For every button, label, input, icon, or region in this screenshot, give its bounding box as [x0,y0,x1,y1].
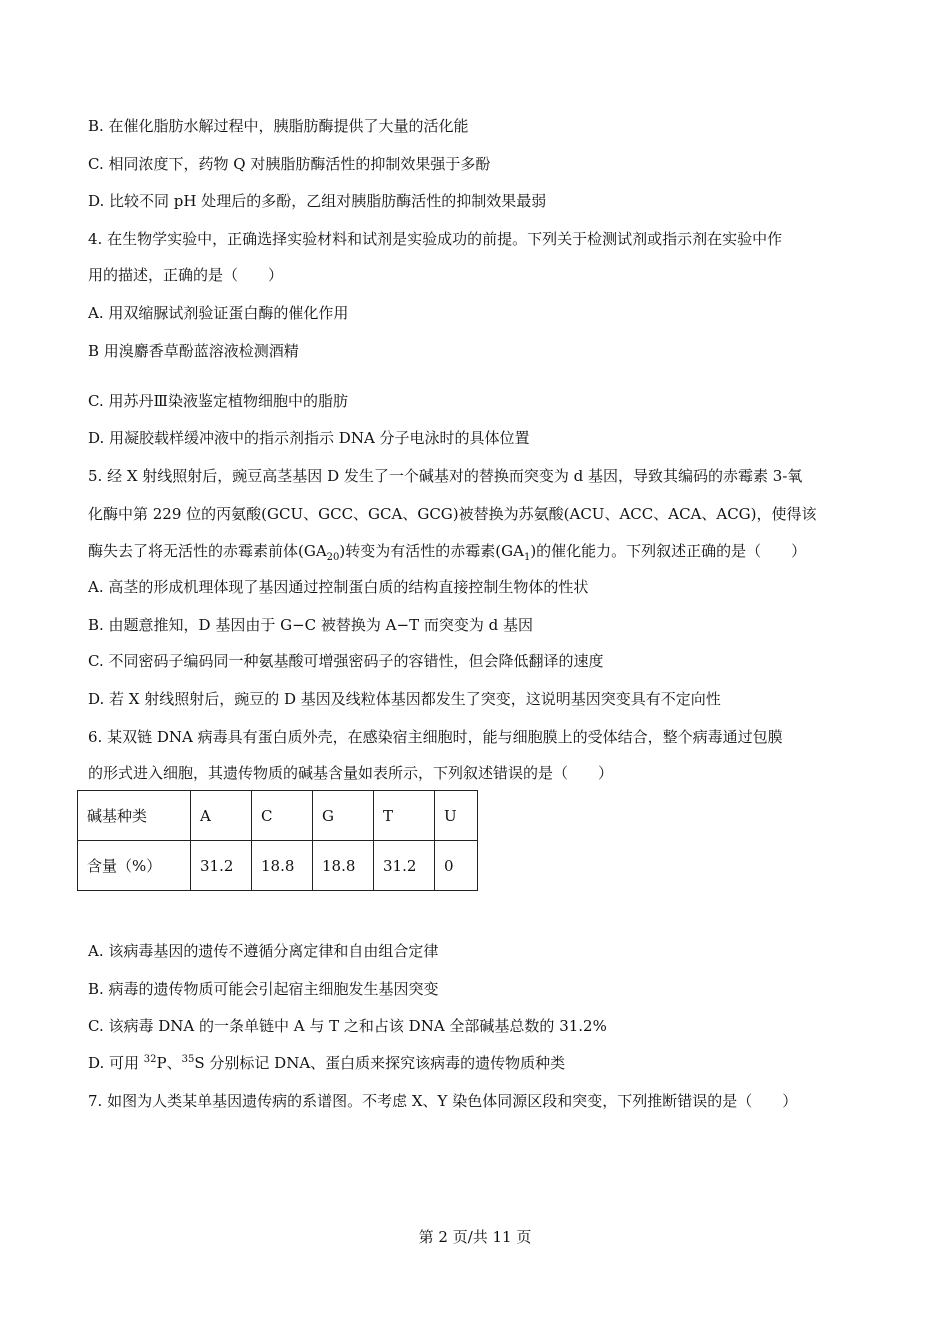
table-cell: 含量（%） [78,841,191,891]
q6-option-b: B. 病毒的遗传物质可能会引起宿主细胞发生基因突变 [88,980,439,998]
base-content-table [77,790,478,891]
q5-stem-line-3-post: )的催化能力。下列叙述正确的是（ ） [530,542,807,560]
q4-option-d: D. 用凝胶载样缓冲液中的指示剂指示 DNA 分子电泳时的具体位置 [88,429,530,447]
q5-option-a: A. 高茎的形成机理体现了基因通过控制蛋白质的结构直接控制生物体的性状 [88,578,589,596]
q5-ga-subscript-20: 20 [326,552,340,563]
q5-stem-line-3-mid: )转变为有活性的赤霉素(GA [339,542,524,560]
q6-option-d-pre: D. 可用 [88,1054,144,1072]
q6-stem-line-2: 的形式进入细胞，其遗传物质的碱基含量如表所示，下列叙述错误的是（ ） [88,764,614,782]
q5-stem-line-3 [88,541,806,561]
q6-stem-line-1: 6. 某双链 DNA 病毒具有蛋白质外壳，在感染宿主细胞时，能与细胞膜上的受体结合，整个病毒通过包膜 [88,728,783,746]
q5-ga-subscript-1: 1 [523,552,531,563]
q5-stem-line-1: 5. 经 X 射线照射后，豌豆高茎基因 D 发生了一个碱基对的替换而突变为 d 基因，导致其编码的赤霉素 3-氧 [88,467,803,485]
table-header-row [78,791,478,841]
table-cell: 0 [435,841,478,891]
table-cell: C [252,791,313,841]
q4-option-b: B 用溴麝香草酚蓝溶液检测酒精 [88,342,299,360]
page-footer: 第 2 页/共 11 页 [418,1228,532,1246]
q6-isotope-32: 32 [143,1054,157,1065]
table-cell: A [191,791,252,841]
table-cell: 31.2 [374,841,435,891]
q3-option-b: B. 在催化脂肪水解过程中，胰脂肪酶提供了大量的活化能 [88,117,469,135]
q6-option-d-post: S 分别标记 DNA、蛋白质来探究该病毒的遗传物质种类 [194,1054,566,1072]
table-cell: 碱基种类 [78,791,191,841]
q6-option-c: C. 该病毒 DNA 的一条单链中 A 与 T 之和占该 DNA 全部碱基总数的 31.2% [88,1017,607,1035]
table-cell: 18.8 [252,841,313,891]
table-row [78,841,478,891]
q6-isotope-35: 35 [181,1054,195,1065]
table-cell: 18.8 [313,841,374,891]
q4-option-c: C. 用苏丹Ⅲ染液鉴定植物细胞中的脂肪 [88,392,348,410]
table-cell: 31.2 [191,841,252,891]
q4-stem-line-2: 用的描述，正确的是（ ） [88,266,284,284]
q3-option-c: C. 相同浓度下，药物 Q 对胰脂肪酶活性的抑制效果强于多酚 [88,155,491,173]
table-cell: U [435,791,478,841]
q5-option-d: D. 若 X 射线照射后，豌豆的 D 基因及线粒体基因都发生了突变，这说明基因突变具有不定向性 [88,690,721,708]
q6-option-d-mid: P、 [156,1054,182,1072]
q5-stem-line-3-pre: 酶失去了将无活性的赤霉素前体(GA [88,542,327,560]
q7-stem: 7. 如图为人类某单基因遗传病的系谱图。不考虑 X、Y 染色体同源区段和突变，下列推断错误的是（ ） [88,1092,798,1110]
q3-option-d: D. 比较不同 pH 处理后的多酚，乙组对胰脂肪酶活性的抑制效果最弱 [88,192,547,210]
table-cell: G [313,791,374,841]
q5-stem-line-2: 化酶中第 229 位的丙氨酸(GCU、GCC、GCA、GCG)被替换为苏氨酸(ACU、ACC、ACA、ACG)，使得该 [88,505,817,523]
q5-option-b: B. 由题意推知，D 基因由于 G−C 被替换为 A−T 而突变为 d 基因 [88,616,533,634]
table-cell: T [374,791,435,841]
q5-option-c: C. 不同密码子编码同一种氨基酸可增强密码子的容错性，但会降低翻译的速度 [88,652,604,670]
q4-stem-line-1: 4. 在生物学实验中，正确选择实验材料和试剂是实验成功的前提。下列关于检测试剂或指示剂在实验中作 [88,230,783,248]
q4-option-a: A. 用双缩脲试剂验证蛋白酶的催化作用 [88,304,349,322]
q6-option-a: A. 该病毒基因的遗传不遵循分离定律和自由组合定律 [88,942,439,960]
q6-option-d [88,1053,565,1073]
